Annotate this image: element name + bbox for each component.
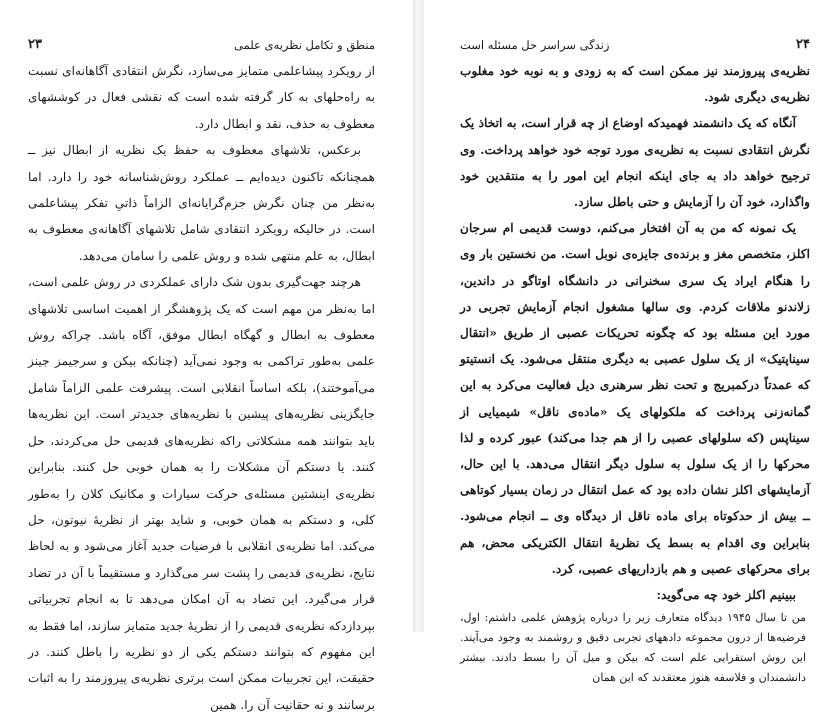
left-page (0, 0, 413, 712)
page-number: ۲۴ (796, 37, 810, 52)
right-page-header (460, 0, 810, 58)
paragraph: هرچند جهت‌گیری بدون شک دارای عملکردی در روش علمی است، اما به‌نظر من مهم است که یک پژوهشگر از اهمیت اساسی تلاشهای معطوف به ابطال و گهگاه ابطال موفق، آگاه باشد. چراکه روش علمی به‌طور تراکمی به وجود نمی‌آید (چنانکه بیکن و سرجیمز جینز می‌آموختند)، بلکه اساساً انقلابی است. پیشرفت علمی الزاماً شامل جایگزینی نظریه‌های پیشین با نظریه‌های جدیدتر است. این نظریه‌ها باید بتوانند همه مشکلاتی راکه نظریه‌های قدیمی حل می‌کردند، حل کنند. یا دستکم آن مشکلات را به همان خوبی حل کنند. بنابراین نظریه‌ی اینشتین مسئله‌ی حرکت سیارات و مکانیک کلان را به‌طور کلی، و دستکم به همان خوبی، و شاید بهتر از نظریهٔ نیوتون، حل می‌کند. اما نظریه‌ی انقلابی با فرضیات جدید آغاز می‌شود و به لحاظ نتایج، نظریه‌ی قدیمی را پشت سر می‌گذارد و مستقیماً با آن در تضاد قرار می‌گیرد. این تضاد به آن امکان می‌دهد تا به انجام تجربیاتی بپردازدکه نظریه‌ی قدیمی را از نظریهٔ جدید متمایز سازند، اما فقط به این مفهوم که بتوانند دستکم یکی از دو نظریه را باطل کنند. در حقیقت، این تجربیات ممکن است برتری نظریه‌ی پیروزمند را به اثبات برسانند و نه حقانیت آن را. همین (28, 275, 375, 712)
paragraph: نظریه‌ی پیروزمند نیز ممکن است که به زودی و به نوبه خود مغلوب نظریه‌ی دیگری شود. (460, 64, 810, 105)
paragraph: از رویکرد پیشاعلمی متمایز می‌سازد، نگرش انتقادی آگاهانه‌ای نسبت به راه‌حلهای به کار گرفته شده است که نقشی فعال در کوششهای معطوف به حذف، نقد و ابطال دارد. (28, 64, 375, 131)
block-quote: من تا سال ۱۹۴۵ دیدگاه متعارف زیر را درباره پژوهش علمی داشتم: اول، فرضیه‌ها از درون مجموعه دادههای تجربی دقیق و روشمند به وجود می‌آیند. این روش استقرایی علم است که بیکن و میل آن را بسط دادند. بیشتر دانشمندان و فلاسفه هنوز معتقدند که این همان (460, 611, 807, 685)
paragraph: ببینیم اکلز خود چه می‌گوید: (656, 588, 796, 603)
right-page (424, 0, 840, 685)
left-page-body (28, 58, 375, 718)
right-page-body (460, 58, 810, 688)
running-title: زندگی سراسر حل مسئله است (460, 38, 610, 52)
left-page-header (28, 0, 375, 58)
paragraph: آنگاه که یک دانشمند فهمیدکه اوضاع از چه قرار است، به اتخاذ یک نگرش انتقادی نسبت به نظریه‌ی مورد توجه خود خواهد پرداخت. وی ترجیح خواهد داد به جای اینکه انجام این امور را به منتقدین خود واگذارد، خود آن را آزمایش و حتی باطل سازد. (460, 116, 810, 210)
book-gutter (413, 0, 424, 632)
running-title: منطق و تکامل نظریه‌ی علمی (233, 38, 375, 52)
paragraph: برعکس، تلاشهای معطوف به حفظ یک نظریه از ابطال نیز ــ همچنانکه تاکنون دیده‌ایم ــ عملکرد روش‌شناسانه خود را دارد. اما به‌نظر من چنان نگرش جزم‌گرایانه‌ای الزاماً ذاتیِ تفکر پیشاعلمی است. در حالیکه رویکرد انتقادی شامل تلاشهای آگاهانه‌ی معطوف به ابطال، به علم منتهی شده و روش علمی را سامان می‌دهد. (28, 143, 375, 263)
paragraph: یک نمونه که من به آن افتخار می‌کنم، دوست قدیمی ام سرجان اکلز، متخصص مغز و برنده‌ی جایزه‌ی نوبل است. من نخستین بار وی را هنگام ایراد یک سری سخنرانی در دانشگاه اوتاگو در داندین، زلاندنو ملاقات کردم. وی سالها مشغول انجام آزمایش تجربی در مورد این مسئله بود که چگونه تحریکات عصبی از طریق «انتقال سیناپتیک» از یک سلول عصبی به دیگری منتقل می‌شود. یک انستیتو که عمدتاً درکمبریج و تحت نظر سرهنری دیل فعالیت می‌کرد به این گمانه‌زنی پرداخت که ملکولهای یک «ماده‌ی ناقل» شیمیایی از سیناپس (که سلولهای عصبی را از هم جدا می‌کند) عبور کرده و لذا محرکها را از یک سلول به سلول دیگر انتقال می‌دهد. با این حال، آزمایشهای اکلز نشان داده بود که عمل انتقال در زمان بسیار کوتاهی ــ بیش از حدکوتاه برای ماده ناقل از دیدگاه وی ــ انجام می‌شود. بنابراین وی اقدام به بسط یک نظریهٔ انتقال الکتریکی محض، هم برای محرکهای عصبی و هم بازداریهای عصبی، کرد. (460, 221, 810, 576)
page-number: ۲۳ (28, 37, 42, 52)
